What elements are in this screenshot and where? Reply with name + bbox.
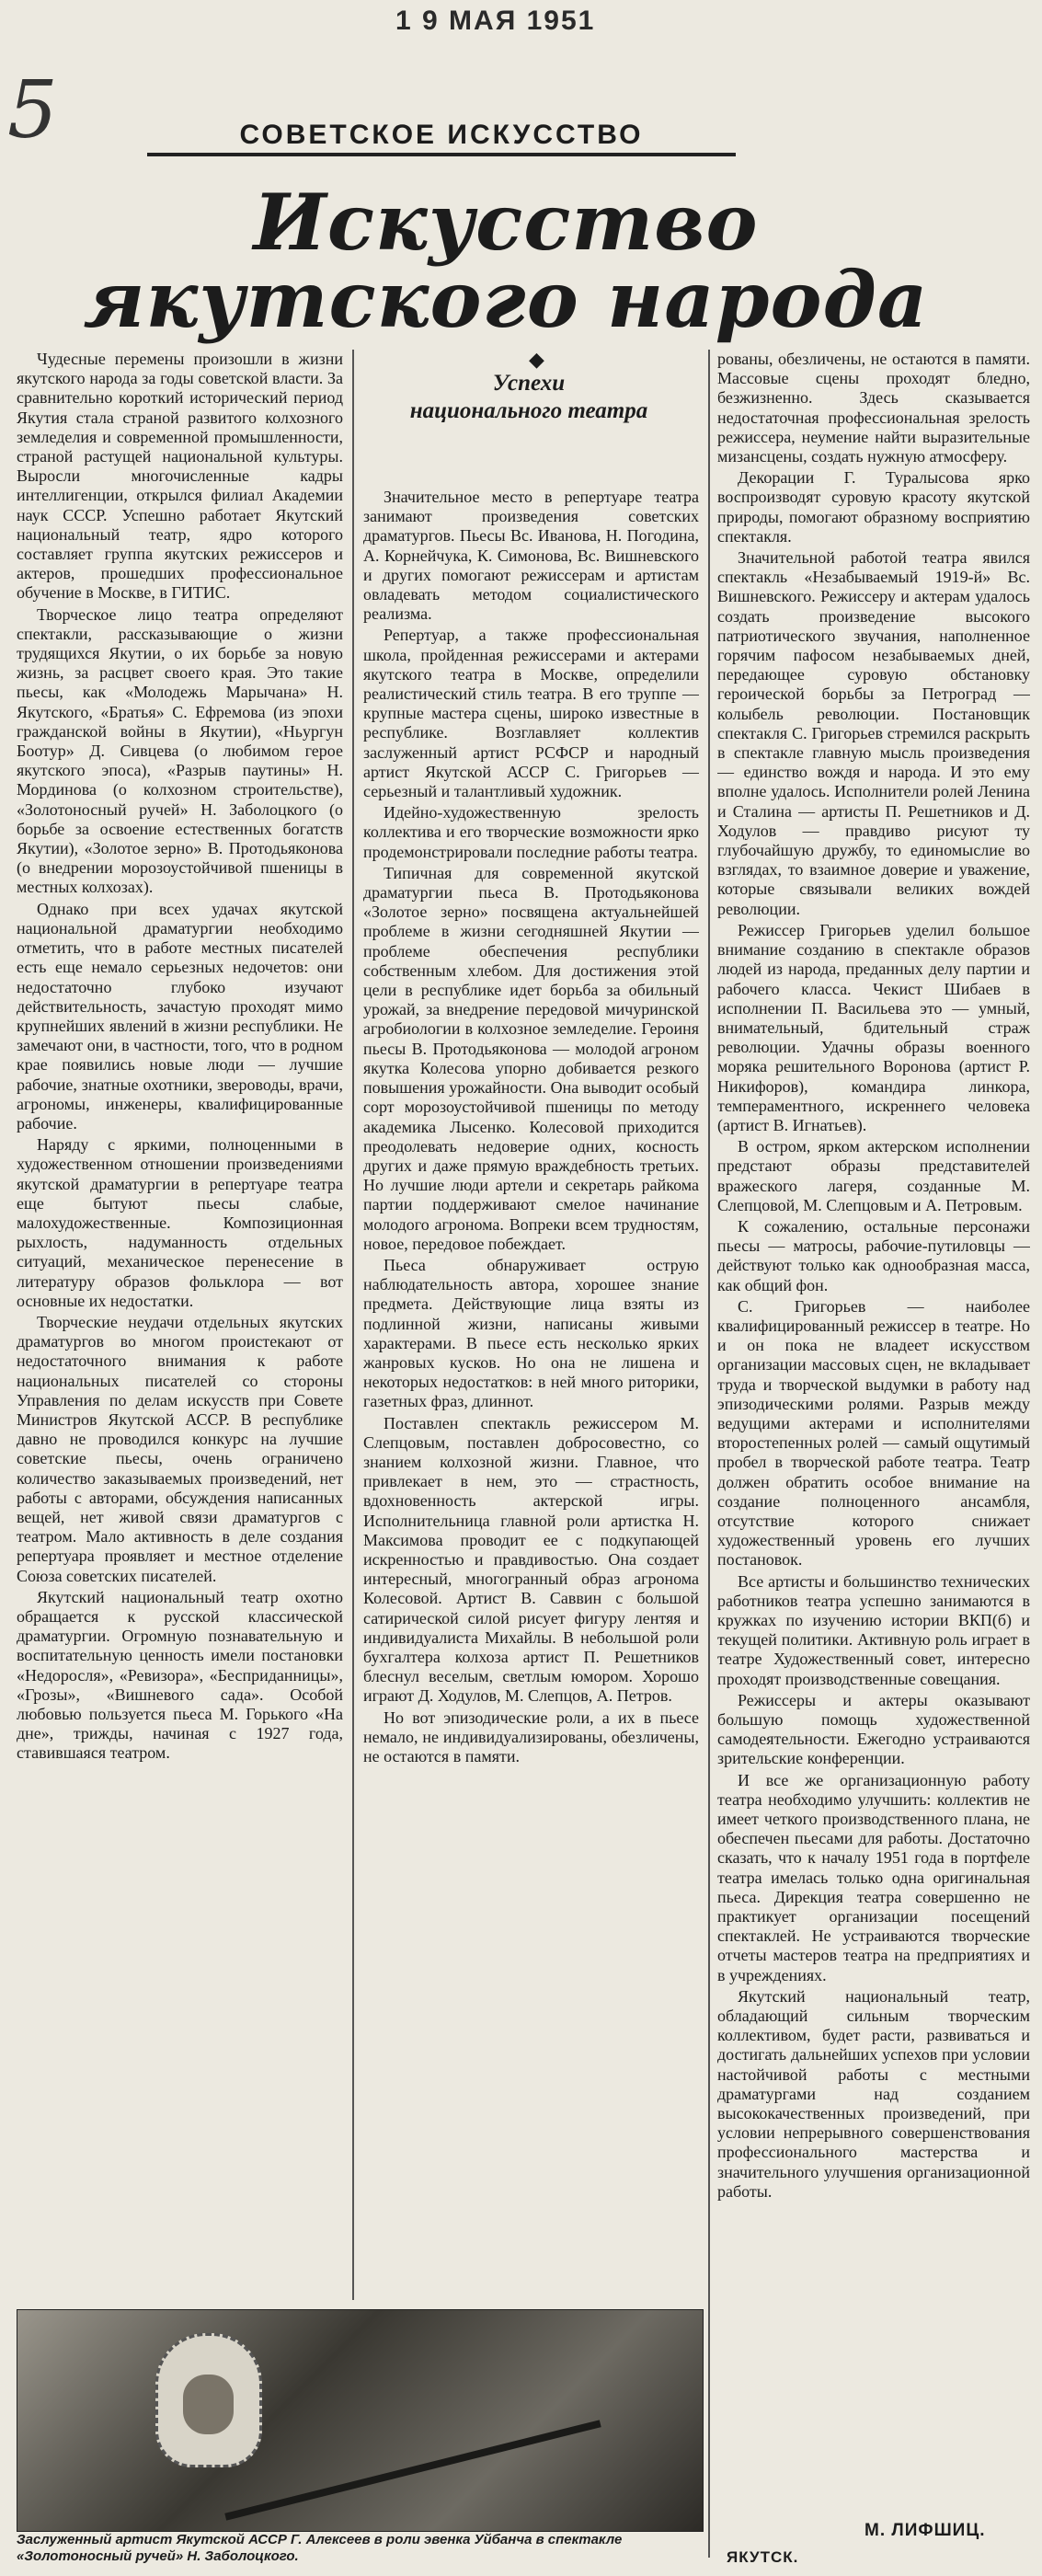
article-headline <box>0 177 1012 345</box>
paragraph: Якутский национальный театр охотно обращается к русской классической драматургии. Огромную познавательную и воспитательную ценность имели постановки «Недоросля», «Ревизора», «Бесприданницы», «Грозы», «Вишневого сада». Особой любовью пользуется пьеса М. Горького «На дне», трижды, начиная с 1927 года, ставившаяся театром. <box>17 1587 343 1763</box>
paragraph: Чудесные перемены произошли в жизни якутского народа за годы советской власти. За сравнительно короткий исторический период Якутия стала страной развитого колхозного земледелия и современной промышленности, страной растущей национальной культуры. Выросли многочисленные кадры интеллигенции, открылся филиал Академии наук СССР. Успешно работает Якутский национальный театр, ядро которого составляет группа якутских режиссеров и актеров, прошедших профессиональное обучение в Москве, в ГИТИС. <box>17 350 343 603</box>
actor-photo <box>17 2309 704 2532</box>
dateline-place: ЯКУТСК. <box>727 2548 799 2566</box>
face-shape <box>183 2375 234 2434</box>
section-subhead <box>368 370 690 425</box>
subhead-line-2: национального театра <box>409 398 648 423</box>
paragraph: Творческое лицо театра определяют спектакли, рассказывающие о жизни трудящихся Якутии, о их борьбе за новую жизнь, за расцвет своего края. Это такие пьесы, как «Молодежь Марычана» Н. Якутского, «Братья» С. Ефремова (из эпохи гражданской войны в Якутии), «Ньургун Боотур» Д. Сивцева (о любимом герое якутского эпоса), «Разрыв паутины» Н. Мординова (о колхозном строительстве), «Золотоносный ручей» Н. Заболоцкого (о борьбе за освоение естественных богатств Якутии), «Золотое зерно» В. Протодьяконова (о внедрении морозоустойчивой пшеницы в местных колхозах). <box>17 604 343 897</box>
headline-line-1: Искусство <box>253 177 759 268</box>
paragraph: Декорации Г. Туралысова ярко воспроизводят суровую красоту якутской природы, помогают образному восприятию спектакля. <box>717 468 1030 546</box>
paragraph: Пьеса обнаруживает острую наблюдательность автора, хорошее знание предмета. Действующие лица взяты из подлинной жизни, написаны живыми характерами. В пьесе есть несколько ярких жанровых кусков. Но она не лишена и некоторых недостатков: в ней много риторики, газетных фраз, длиннот. <box>363 1255 699 1411</box>
paragraph: Идейно-художественную зрелость коллектива и его творческие возможности ярко продемонстрировали последние работы театра. <box>363 803 699 861</box>
paragraph: Все артисты и большинство технических работников театра успешно занимаются в кружках по изучению истории ВКП(б) и текущей политики. Активную роль играет в театре Художественный совет, интересно проходят производственные совещания. <box>717 1571 1030 1688</box>
article-column-1 <box>17 350 343 2300</box>
rifle-shape <box>224 2420 601 2520</box>
paragraph: рованы, обезличены, не остаются в памяти. Массовые сцены проходят бледно, безжизненно. Здесь сказывается недостаточная профессиональная зрелость режиссера, неумение найти выразительные мизансцены, создать нужную атмосферу. <box>717 350 1030 466</box>
paragraph: В остром, ярком актерском исполнении предстают образы представителей вражеского лагеря, созданные М. Слепцовой, М. Слепцовым и А. Петровым. <box>717 1137 1030 1214</box>
paragraph: Репертуар, а также профессиональная школа, пройденная режиссерами и актерами якутского театра в Москве, определили реалистический стиль театра. В его труппе — крупные мастера сцены, широко известные в республике. Возглавляет коллектив заслуженный артист РСФСР и народный артист Якутской АССР С. Григорьев — серьезный и талантливый художник. <box>363 626 699 801</box>
paragraph: Якутский национальный театр, обладающий сильным творческим коллективом, будет расти, развиваться и достигать дальнейших успехов при условии настойчивой работы с местными драматургами над созданием высококачественных произведений, при условии непрерывного совершенствования профессионального мастерства и значительного улучшения организационной работы. <box>717 1986 1030 2201</box>
article-column-2 <box>363 488 699 2309</box>
paragraph: Значительной работой театра явился спектакль «Незабываемый 1919-й» Вс. Вишневского. Режиссеру и актерам удалось создать произведение высокого патриотического звучания, наполненное горячим пафосом незабываемых дней, передающее суровую обстановку героической борьбы за Петроград — колыбель революции. Постановщик спектакля С. Григорьев стремился раскрыть в спектакле главную мысль произведения — единство вождя и народа. И это ему вполне удалось. Исполнители ролей Ленина и Сталина — артисты П. Решетников и Д. Ходулов — правдиво рисуют ту глубочайшую дружбу, то единомыслие во взглядах, то взаимное доверие и уважение, которые связывали великих вождей революции. <box>717 548 1030 918</box>
paragraph: Наряду с яркими, полноценными в художественном отношении произведениями якутской драматургии в репертуаре театра еще бытуют пьесы слабые, малохудожественные. Композиционная рыхлость, надуманность отдельных ситуаций, механическое перенесение в литературу образов фольклора — вот основные их недостатки. <box>17 1135 343 1310</box>
date-stamp: 1 9 МАЯ 1951 <box>395 6 596 36</box>
top-rule <box>147 153 736 156</box>
photo-caption: Заслуженный артист Якутской АССР Г. Алексеев в роли эвенка Уйбанча в спектакле «Золотоносный ручей» Н. Заболоцкого. <box>17 2532 623 2564</box>
paragraph: Творческие неудачи отдельных якутских драматургов во многом проистекают от недостаточного внимания к работе национальных писателей со стороны Управления по делам искусств при Совете Министров Якутской АССР. В республике давно не проводился конкурс на лучшие советские пьесы, очень ограничено количество заказываемых произведений, нет работы с авторами, обсуждения написанных вещей, нет живой связи драматургов с театром. Мало активность в деле создания репертуара проявляет и местное отделение Союза советских писателей. <box>17 1312 343 1585</box>
paragraph: Поставлен спектакль режиссером М. Слепцовым, поставлен добросовестно, со знанием колхозной жизни. Главное, что привлекает в нем, это — страстность, вдохновенность актерской игры. Исполнительница главной роли артистка Н. Максимова проводит ее с подкупающей искренностью и правдивостью. Она создает интересный, многогранный образ агронома Колесовой. Артист В. Саввин с большой сатирической силой рисует фигуру лентяя и индивидуалиста Михайлы. В небольшой роли бухгалтера колхоза артист П. Решетников блеснул веселым, светлым юмором. Хорошо играют Д. Ходулов, М. Слепцов, А. Петров. <box>363 1413 699 1706</box>
handwritten-number: 5 <box>7 64 58 156</box>
paragraph: Однако при всех удачах якутской национальной драматургии необходимо отметить, что в работе местных писателей есть еще немало серьезных недочетов: они недостаточно глубоко изучают действительность, зачастую проходят мимо крупнейших явлений в жизни республики. Не замечают они, в частности, того, что в родном крае появились новые люди — лучшие рабочие, знатные охотники, звероводы, врачи, агрономы, инженеры, квалифицированные рабочие. <box>17 899 343 1133</box>
newspaper-rubric: СОВЕТСКОЕ ИСКУССТВО <box>239 120 644 150</box>
column-divider <box>352 350 354 2300</box>
ornament-icon: ◆ <box>529 348 544 371</box>
paragraph: Значительное место в репертуаре театра занимают произведения советских драматургов. Пьесы Вс. Иванова, Н. Погодина, А. Корнейчука, К. Симонова, Вс. Вишневского и других помогают режиссерам и артистам овладевать методом социалистического реализма. <box>363 488 699 624</box>
paragraph: Режиссер Григорьев уделил большое внимание созданию в спектакле образов людей из народа, преданных делу партии и рабочего класса. Чекист Шибаев в исполнении П. Васильева это — умный, внимательный, бдительный страж революции. Удачны образы военного моряка решительного Воронова (артист Р. Никифоров), командира линкора, темпераментного, искреннего человека (артист В. Игнатьев). <box>717 920 1030 1134</box>
headline-line-2: якутского народа <box>83 254 929 345</box>
column-divider <box>708 350 710 2558</box>
article-column-3 <box>717 350 1030 2567</box>
paragraph: С. Григорьев — наиболее квалифицированный режиссер в театре. Но и он пока не владеет искусством организации массовых сцен, не вкладывает труда и творческой выдумки в работу над эпизодическими ролями. Разрыв между ведущими актерами и исполнителями второстепенных ролей — самый ощутимый пробел в творческой работе театра. Театр должен обратить особое внимание на создание полноценного ансамбля, отсутствие которого снижает художественный уровень его лучших постановок. <box>717 1296 1030 1570</box>
paragraph: Но вот эпизодические роли, а их в пьесе немало, не индивидуализированы, обезличены, не остаются в памяти. <box>363 1708 699 1765</box>
paragraph: Режиссеры и актеры оказывают большую помощь художественной самодеятельности. Ежегодно устраиваются зрительские конференции. <box>717 1690 1030 1768</box>
paragraph: И все же организационную работу театра необходимо улучшить: коллектив не имеет четкого производственного плана, не обеспечен пьесами для работы. Достаточно сказать, что к началу 1951 года в портфеле театра имелась только одна оригинальная пьеса. Дирекция театра совершенно не практикует организации посещений спектаклей. Не устраиваются творческие отчеты мастеров театра на предприятиях и в учреждениях. <box>717 1770 1030 1984</box>
paragraph: Типичная для современной якутской драматургии пьеса В. Протодьяконова «Золотое зерно» посвящена актуальнейшей проблеме в жизни сегодняшней Якутии — проблеме обеспечения республики собственным хлебом. Для достижения этой цели в республике идет борьба за обильный урожай, за внедрение передовой мичуринской агробиологии в колхозное земледелие. Героиня пьесы В. Протодьяконова — молодой агроном якутка Колесова упорно добивается резкого повышения урожайности. Она выводит особый сорт морозоустойчивой пшеницы по методу академика Лысенко. Колесовой приходится преодолевать недоверие одних, косность других и даже прямую враждебность третьих. Но лучшие люди артели и секретарь райкома партии поддерживают смелое начинание молодого агронома. Вопреки всем трудностям, новое, передовое побеждает. <box>363 863 699 1253</box>
subhead-line-1: Успехи <box>492 371 566 396</box>
author-signature: М. ЛИФШИЦ. <box>865 2521 986 2540</box>
paragraph: К сожалению, остальные персонажи пьесы — матросы, рабочие-путиловцы — действуют только как однообразная масса, как общий фон. <box>717 1216 1030 1294</box>
